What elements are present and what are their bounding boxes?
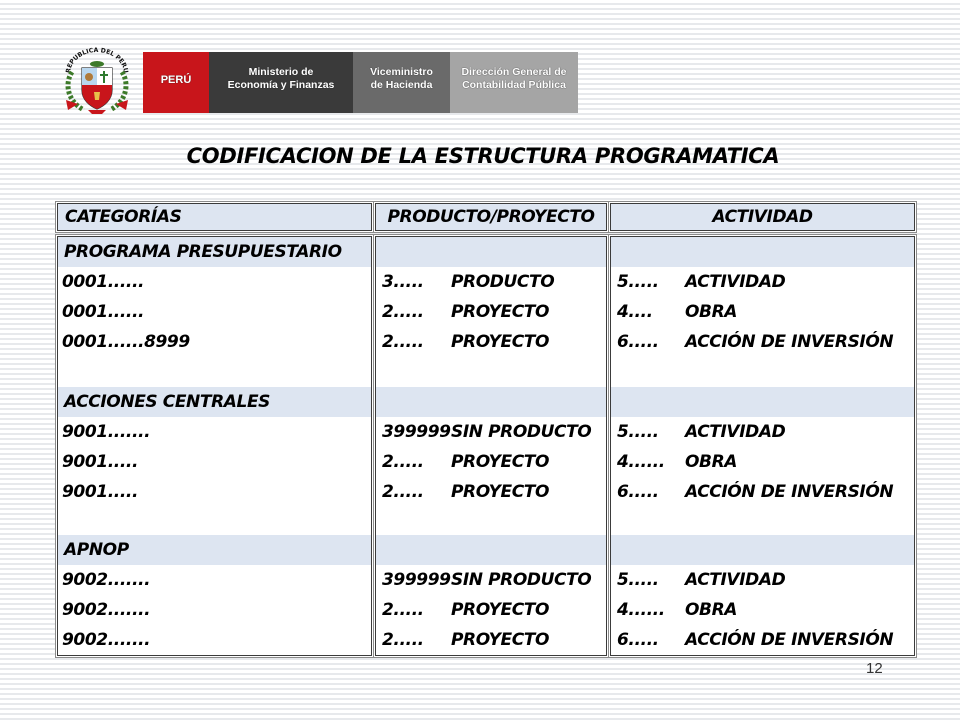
activity-code: 6..... <box>617 482 659 502</box>
activity-type: ACTIVIDAD <box>685 570 786 590</box>
ribbon-peru <box>143 52 209 113</box>
product-type: PROYECTO <box>451 302 550 322</box>
activity-code: 5..... <box>617 570 659 590</box>
product-code: 2..... <box>382 302 424 322</box>
header-categorias-label: CATEGORÍAS <box>65 207 182 227</box>
category-code: 0001...... <box>62 302 145 322</box>
table-row <box>376 477 606 507</box>
table-row <box>58 297 371 327</box>
table-row <box>376 625 606 655</box>
category-code: 9001..... <box>62 482 139 502</box>
table-row <box>611 297 914 327</box>
product-code: 2..... <box>382 600 424 620</box>
column-categorias <box>57 236 372 656</box>
activity-code: 4.... <box>617 302 653 322</box>
activity-code: 6..... <box>617 332 659 352</box>
product-code: 2..... <box>382 452 424 472</box>
activity-code: 5..... <box>617 272 659 292</box>
column-actividad <box>610 236 915 656</box>
product-code: 2..... <box>382 332 424 352</box>
product-code: 2..... <box>382 630 424 650</box>
table-row <box>58 625 371 655</box>
product-code: 399999 <box>382 570 451 590</box>
group-name: PROGRAMA PRESUPUESTARIO <box>64 242 342 262</box>
group-name: APNOP <box>64 540 129 560</box>
activity-type: OBRA <box>685 452 738 472</box>
table-row <box>58 267 371 297</box>
group-title <box>58 237 371 267</box>
group-title <box>611 387 914 417</box>
product-code: 399999 <box>382 422 451 442</box>
header-producto-proyecto-label: PRODUCTO/PROYECTO <box>387 207 595 227</box>
table-row <box>376 267 606 297</box>
category-code: 9002....... <box>62 630 151 650</box>
ribbon-peru-label: PERÚ <box>160 74 192 86</box>
ribbon-viceministro-label: Viceministro de Hacienda <box>370 66 433 91</box>
activity-code: 6..... <box>617 630 659 650</box>
product-type: PROYECTO <box>451 332 550 352</box>
ribbon-direccion-general-label: Dirección General de Contabilidad Pública <box>461 66 567 91</box>
product-type: PRODUCTO <box>451 272 555 292</box>
header-actividad-label: ACTIVIDAD <box>712 207 813 227</box>
category-code: 0001...... <box>62 272 145 292</box>
header-categorias <box>57 203 372 231</box>
product-type: PROYECTO <box>451 600 550 620</box>
table-row <box>611 417 914 447</box>
header-producto-proyecto <box>375 203 607 231</box>
ribbon-viceministro <box>353 52 450 113</box>
category-code: 9002....... <box>62 570 151 590</box>
category-code: 9001....... <box>62 422 151 442</box>
ribbon-ministerio-label: Ministerio de Economía y Finanzas <box>227 66 335 91</box>
table-row <box>611 267 914 297</box>
category-code: 9001..... <box>62 452 139 472</box>
product-type: SIN PRODUCTO <box>451 422 592 442</box>
product-code: 3..... <box>382 272 424 292</box>
group-title <box>376 535 606 565</box>
group-name: ACCIONES CENTRALES <box>64 392 271 412</box>
header-actividad <box>610 203 915 231</box>
product-type: PROYECTO <box>451 452 550 472</box>
category-code: 9002....... <box>62 600 151 620</box>
table-row <box>58 327 371 357</box>
group-title <box>58 387 371 417</box>
crest-text: REPUBLICA DEL PERU <box>64 46 130 74</box>
table-row <box>611 565 914 595</box>
product-code: 2..... <box>382 482 424 502</box>
table-row <box>376 417 606 447</box>
page-number: 12 <box>866 660 883 677</box>
table-row <box>58 447 371 477</box>
product-type: SIN PRODUCTO <box>451 570 592 590</box>
table-row <box>611 447 914 477</box>
table-row <box>58 477 371 507</box>
activity-type: ACCIÓN DE INVERSIÓN <box>685 332 894 352</box>
column-producto-proyecto <box>375 236 607 656</box>
table-row <box>58 595 371 625</box>
product-type: PROYECTO <box>451 482 550 502</box>
activity-type: ACTIVIDAD <box>685 422 786 442</box>
product-type: PROYECTO <box>451 630 550 650</box>
page-title: CODIFICACION DE LA ESTRUCTURA PROGRAMATICA <box>186 144 780 168</box>
activity-code: 4...... <box>617 452 665 472</box>
peru-coat-of-arms-icon <box>58 44 136 116</box>
group-title <box>376 237 606 267</box>
table-row <box>58 565 371 595</box>
activity-type: ACCIÓN DE INVERSIÓN <box>685 482 894 502</box>
table-row <box>376 595 606 625</box>
table-row <box>611 327 914 357</box>
table-row <box>611 625 914 655</box>
table-row <box>58 417 371 447</box>
activity-code: 4...... <box>617 600 665 620</box>
table-row <box>376 447 606 477</box>
table-row <box>611 477 914 507</box>
table-row <box>376 327 606 357</box>
table-row <box>376 565 606 595</box>
table-row <box>376 297 606 327</box>
group-title <box>611 535 914 565</box>
table-row <box>611 595 914 625</box>
activity-code: 5..... <box>617 422 659 442</box>
activity-type: OBRA <box>685 600 738 620</box>
activity-type: ACCIÓN DE INVERSIÓN <box>685 630 894 650</box>
activity-type: ACTIVIDAD <box>685 272 786 292</box>
activity-type: OBRA <box>685 302 738 322</box>
category-code: 0001......8999 <box>62 332 190 352</box>
group-title <box>611 237 914 267</box>
ribbon-direccion-general <box>450 52 578 113</box>
ribbon-ministerio <box>209 52 353 113</box>
group-title <box>58 535 371 565</box>
group-title <box>376 387 606 417</box>
